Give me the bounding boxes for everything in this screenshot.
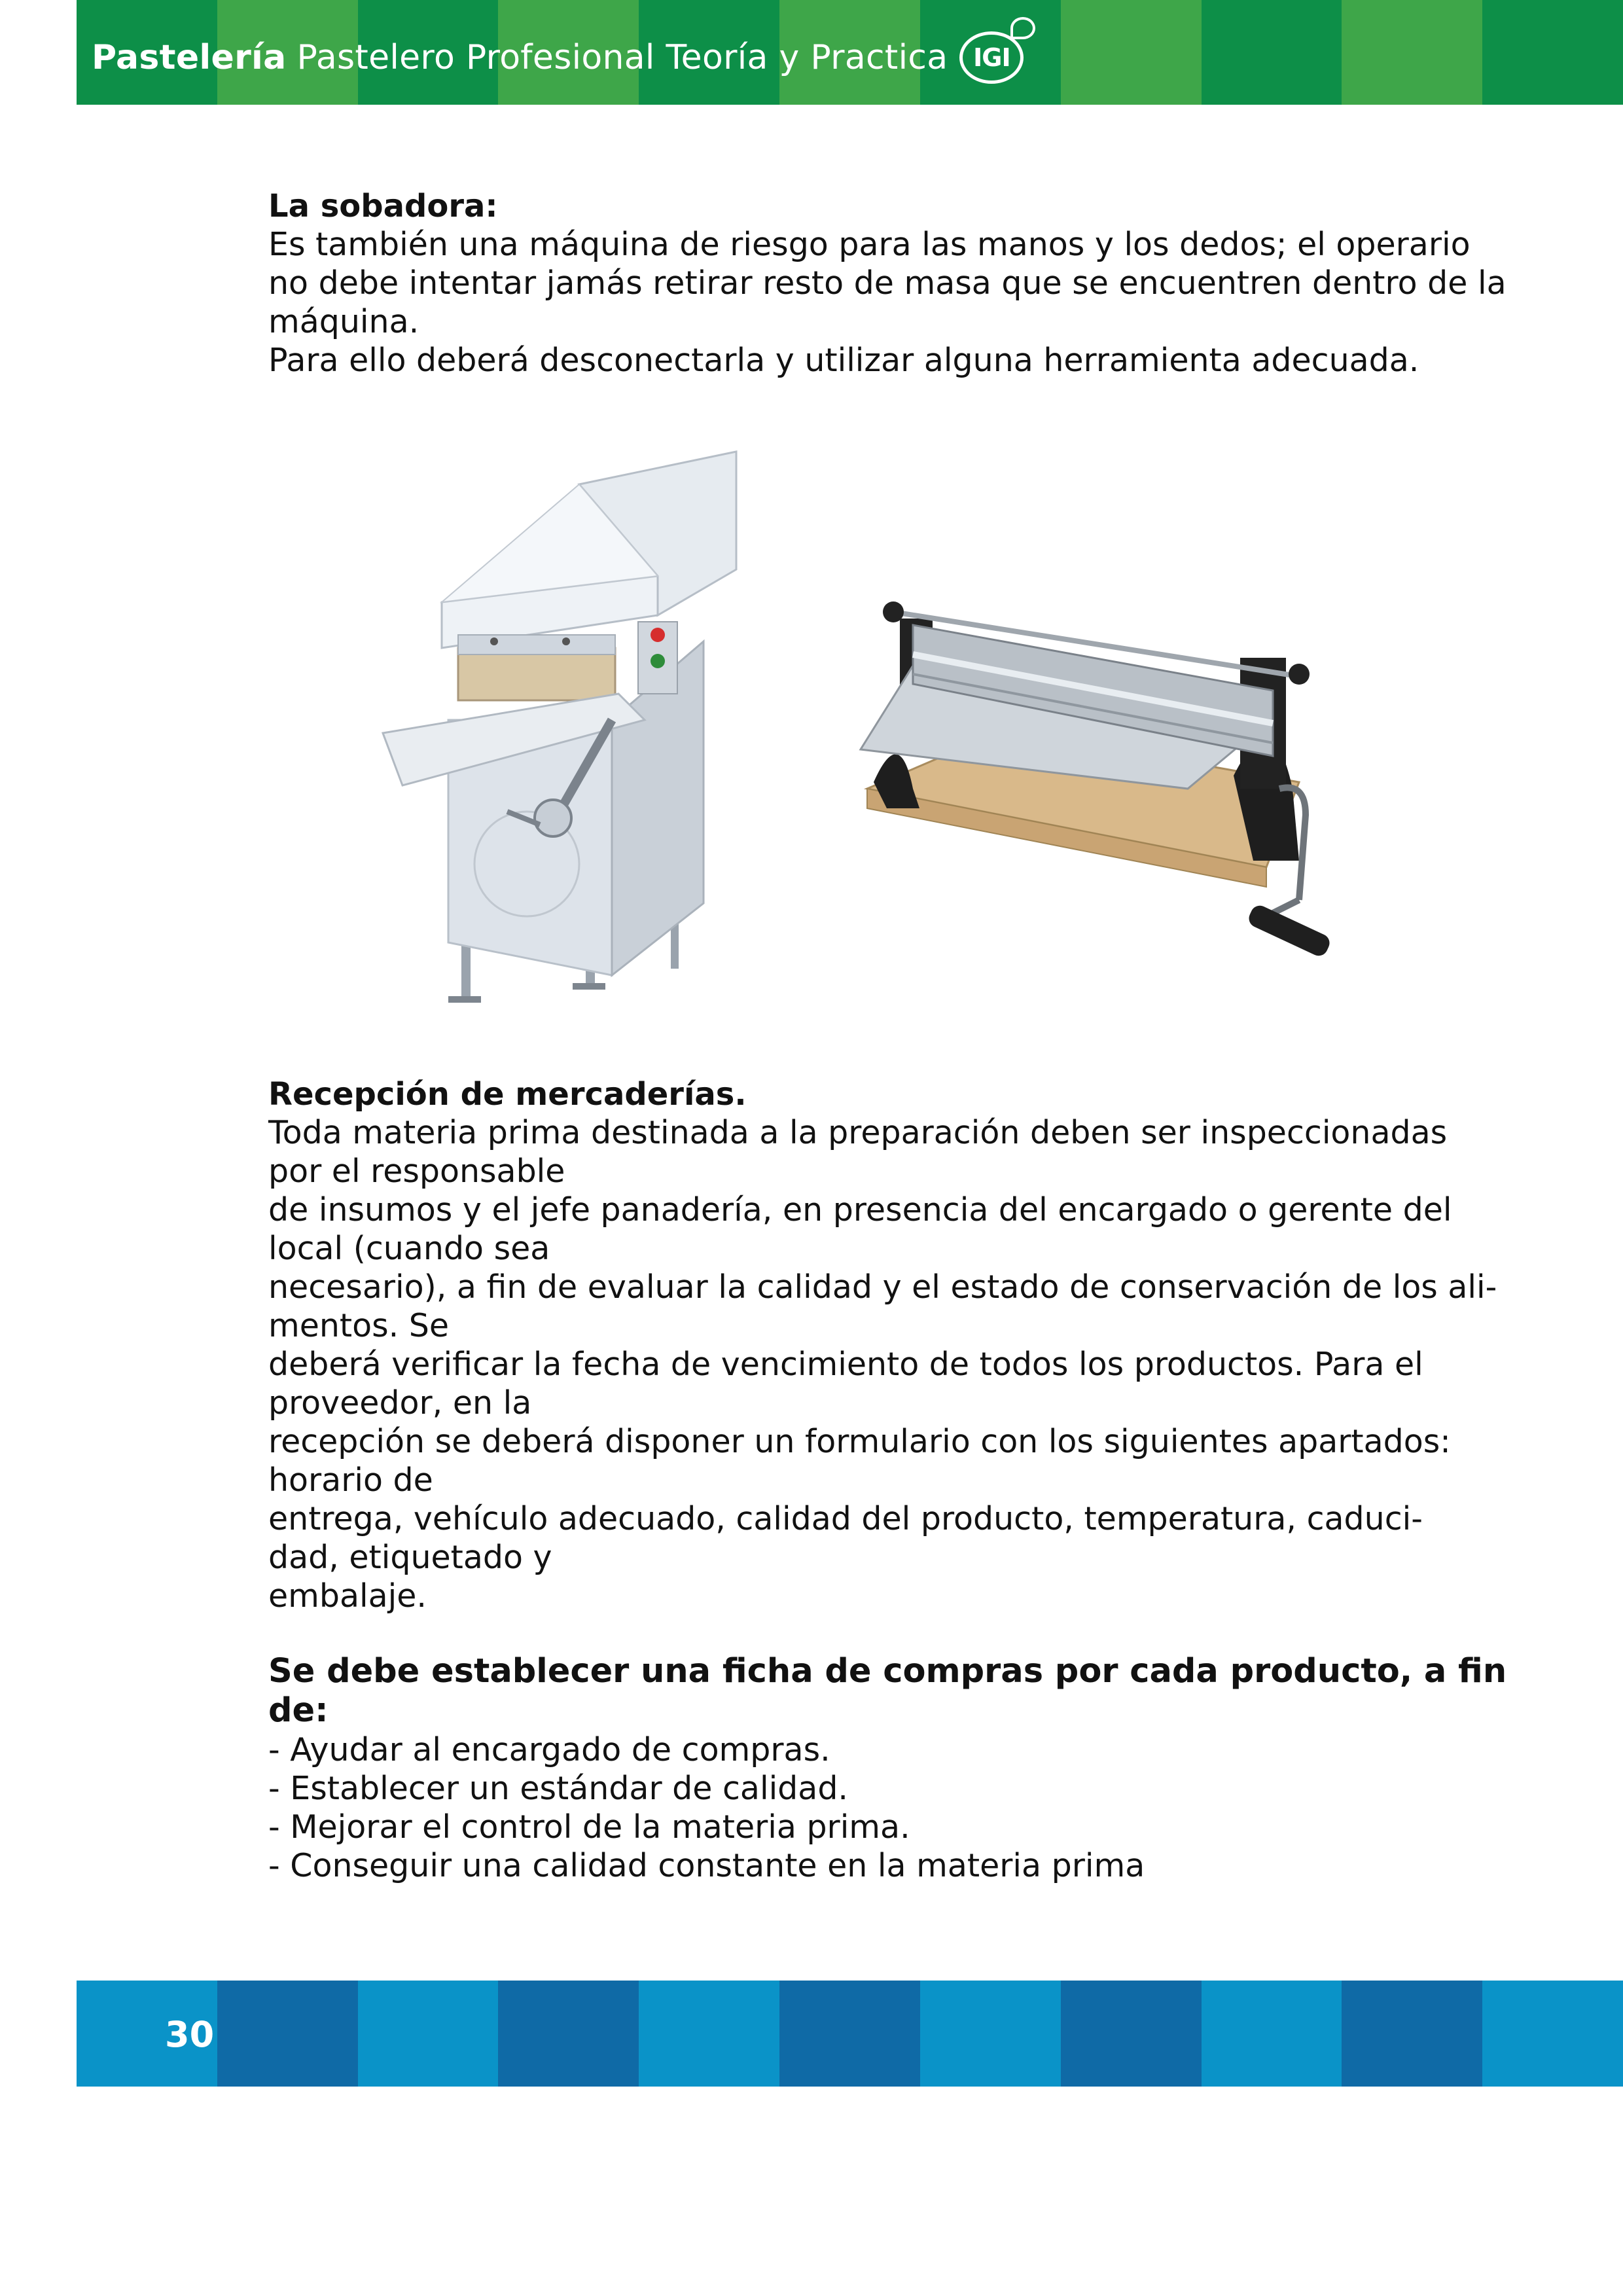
paragraph-line: por el responsable (268, 1153, 565, 1190)
section-ficha-compras (268, 1652, 1512, 1885)
igi-logo (959, 31, 1024, 84)
footer-stripe (1342, 1981, 1482, 2087)
footer-stripe (1202, 1981, 1342, 2087)
footer-stripe (217, 1981, 358, 2087)
page-number: 30 (165, 2013, 215, 2055)
list-item: - Establecer un estándar de calidad. (268, 1770, 848, 1807)
section-heading: La sobadora: (268, 188, 498, 224)
section-recepcion (268, 1075, 1512, 1615)
paragraph-line: horario de (268, 1462, 433, 1499)
header-subtitle: Pastelero Profesional Teoría y Practica (296, 38, 948, 77)
paragraph-line: deberá verificar la fecha de vencimiento de todos los productos. Para el (268, 1346, 1423, 1383)
footer-stripe (358, 1981, 499, 2087)
paragraph-line: recepción se deberá disponer un formulario con los siguientes apartados: (268, 1423, 1451, 1460)
paragraph-line: mentos. Se (268, 1307, 450, 1344)
paragraph-line: dad, etiquetado y (268, 1539, 552, 1576)
paragraph-line: de insumos y el jefe panadería, en presencia del encargado o gerente del (268, 1191, 1452, 1229)
list-item: - Mejorar el control de la materia prima. (268, 1808, 910, 1846)
list-item: - Conseguir una calidad constante en la materia prima (268, 1847, 1145, 1884)
header-stripe (1202, 0, 1342, 105)
paragraph-line: entrega, vehículo adecuado, calidad del producto, temperatura, caduci- (268, 1500, 1423, 1537)
paragraph-line: Toda materia prima destinada a la preparación deben ser inspeccionadas (268, 1114, 1448, 1151)
electric-dough-sheeter-illustration (363, 445, 756, 1021)
footer-stripe (498, 1981, 639, 2087)
header-brand: Pastelería (92, 38, 287, 77)
paragraph-line: Es también una máquina de riesgo para las manos y los dedos; el operario (268, 226, 1471, 263)
section-heading: Recepción de mercaderías. (268, 1076, 747, 1113)
footer-band (77, 1981, 1623, 2087)
paragraph-line: local (cuando sea (268, 1230, 550, 1267)
footer-stripe (639, 1981, 779, 2087)
header-title (92, 31, 1024, 84)
header-stripe (1342, 0, 1482, 105)
manual-dough-roller-illustration (847, 592, 1378, 1011)
header-stripe (1061, 0, 1202, 105)
header-stripe (1482, 0, 1623, 105)
paragraph-line: proveedor, en la (268, 1384, 532, 1422)
paragraph-line: no debe intentar jamás retirar resto de masa que se encuentren dentro de la (268, 264, 1507, 302)
footer-stripe (779, 1981, 920, 2087)
footer-stripe (1482, 1981, 1623, 2087)
paragraph-line: Para ello deberá desconectarla y utilizar alguna herramienta adecuada. (268, 342, 1419, 379)
paragraph-line: necesario), a fin de evaluar la calidad y el estado de conservación de los ali- (268, 1268, 1497, 1306)
list-item: - Ayudar al encargado de compras. (268, 1731, 830, 1768)
footer-stripe (1061, 1981, 1202, 2087)
igi-logo-text: IGI (959, 31, 1024, 84)
section-heading: Se debe establecer una ficha de compras por cada producto, a fin de: (268, 1652, 1507, 1730)
section-sobadora (268, 187, 1512, 380)
footer-stripe (920, 1981, 1061, 2087)
paragraph-line: embalaje. (268, 1577, 427, 1615)
paragraph-line: máquina. (268, 303, 419, 340)
